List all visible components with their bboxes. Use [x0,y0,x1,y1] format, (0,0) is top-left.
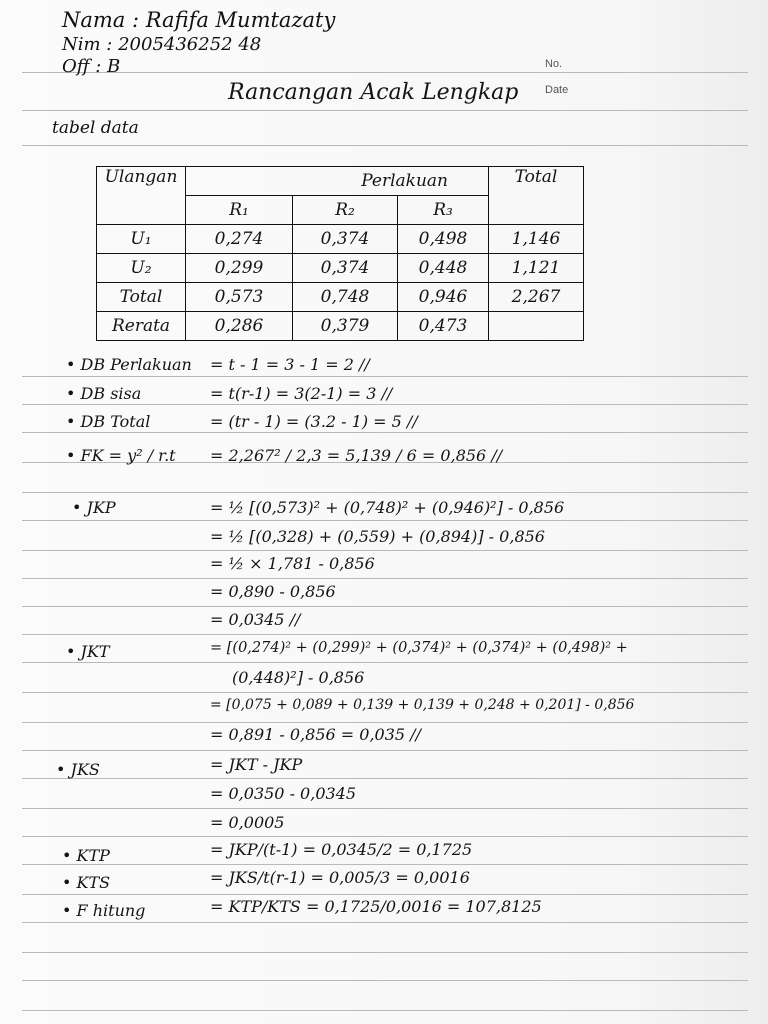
calc-expr: = 0,0345 // [210,610,301,629]
table-row [97,283,584,312]
section-label: tabel data [52,118,139,138]
rule-line [22,606,748,607]
calc-expr: = 0,0005 [210,813,285,832]
calc-expr: = 2,267² / 2,3 = 5,139 / 6 = 0,856 // [210,446,503,465]
header-perlakuan: Perlakuan [186,167,489,196]
calc-expr: = (tr - 1) = (3.2 - 1) = 5 // [210,412,418,431]
table-cell [489,312,584,341]
calc-label: • KTS [62,873,111,892]
calc-expr: = 0,891 - 0,856 = 0,035 // [210,725,421,744]
calc-label: • F hitung [62,901,146,920]
data-table [96,166,584,341]
rule-line [22,894,748,895]
calc-expr: = [(0,274)² + (0,299)² + (0,374)² + (0,374)² + (0,498)² + [210,640,628,656]
calc-label: • JKT [66,642,110,661]
rule-line [22,578,748,579]
rule-line [22,520,748,521]
table-cell: 0,473 [398,312,489,341]
calc-label: • FK = y² / r.t [66,446,176,465]
rule-line [22,836,748,837]
rule-line [22,722,748,723]
calc-expr: = JKT - JKP [210,755,303,774]
header-ulangan: Ulangan [97,167,186,225]
calc-expr: = ½ [(0,573)² + (0,748)² + (0,946)²] - 0,856 [210,498,565,517]
table-row [97,225,584,254]
table-cell: 0,498 [398,225,489,254]
table-row [97,254,584,283]
student-nim: Nim : 2005436252 48 [62,34,262,55]
rule-line [22,1010,748,1011]
calc-label: • DB sisa [66,384,142,403]
calc-expr: = ½ × 1,781 - 0,856 [210,554,375,573]
calc-expr: = [0,075 + 0,089 + 0,139 + 0,139 + 0,248 + 0,201] - 0,856 [210,697,635,713]
rule-line [22,110,748,111]
rule-line [22,778,748,779]
table-row [97,312,584,341]
table-cell: 0,286 [186,312,293,341]
rule-line [22,145,748,146]
header-total: Total [489,167,584,225]
calc-expr: = 0,0350 - 0,0345 [210,784,357,803]
table-cell: 0,274 [186,225,293,254]
calc-expr: = KTP/KTS = 0,1725/0,0016 = 107,8125 [210,897,542,916]
calc-expr: = ½ [(0,328) + (0,559) + (0,894)] - 0,856 [210,527,545,546]
rule-line [22,808,748,809]
table-cell: 0,946 [398,283,489,312]
table-cell: 0,379 [293,312,398,341]
rule-line [22,550,748,551]
rule-line [22,952,748,953]
table-cell: 2,267 [489,283,584,312]
rule-line [22,922,748,923]
student-name: Nama : Rafifa Mumtazaty [62,8,336,32]
rule-line [22,432,748,433]
calc-expr: = t - 1 = 3 - 1 = 2 // [210,355,370,374]
table-cell: 0,299 [186,254,293,283]
rule-line [22,864,748,865]
page-title: Rancangan Acak Lengkap [228,80,519,105]
calc-expr: = t(r-1) = 3(2-1) = 3 // [210,384,393,403]
calc-expr: (0,448)²] - 0,856 [232,668,365,687]
table-cell: 0,374 [293,254,398,283]
table-cell: 1,146 [489,225,584,254]
table-cell: 0,374 [293,225,398,254]
table-cell: 0,573 [186,283,293,312]
rule-line [22,376,748,377]
table-cell: 0,448 [398,254,489,283]
header-r3: R₃ [398,196,489,225]
rule-line [22,692,748,693]
calc-label: • JKS [56,760,100,779]
table-header-row [97,167,584,196]
date-label: Date [545,84,569,96]
header-r1: R₁ [186,196,293,225]
student-class: Off : B [62,56,121,77]
rule-line [22,72,748,73]
calc-label: • JKP [72,498,116,517]
rule-line [22,980,748,981]
rule-line [22,492,748,493]
rule-line [22,404,748,405]
table-cell: U₁ [97,225,186,254]
no-label: No. [545,58,563,70]
table-cell: Rerata [97,312,186,341]
calc-label: • KTP [62,846,110,865]
calc-label: • DB Total [66,412,151,431]
table-cell: Total [97,283,186,312]
table-cell: U₂ [97,254,186,283]
calc-label: • DB Perlakuan [66,355,192,374]
rule-line [22,662,748,663]
header-r2: R₂ [293,196,398,225]
rule-line [22,750,748,751]
table-cell: 0,748 [293,283,398,312]
calc-expr: = 0,890 - 0,856 [210,582,336,601]
rule-line [22,634,748,635]
calc-expr: = JKS/t(r-1) = 0,005/3 = 0,0016 [210,868,470,887]
table-cell: 1,121 [489,254,584,283]
calc-expr: = JKP/(t-1) = 0,0345/2 = 0,1725 [210,840,473,859]
